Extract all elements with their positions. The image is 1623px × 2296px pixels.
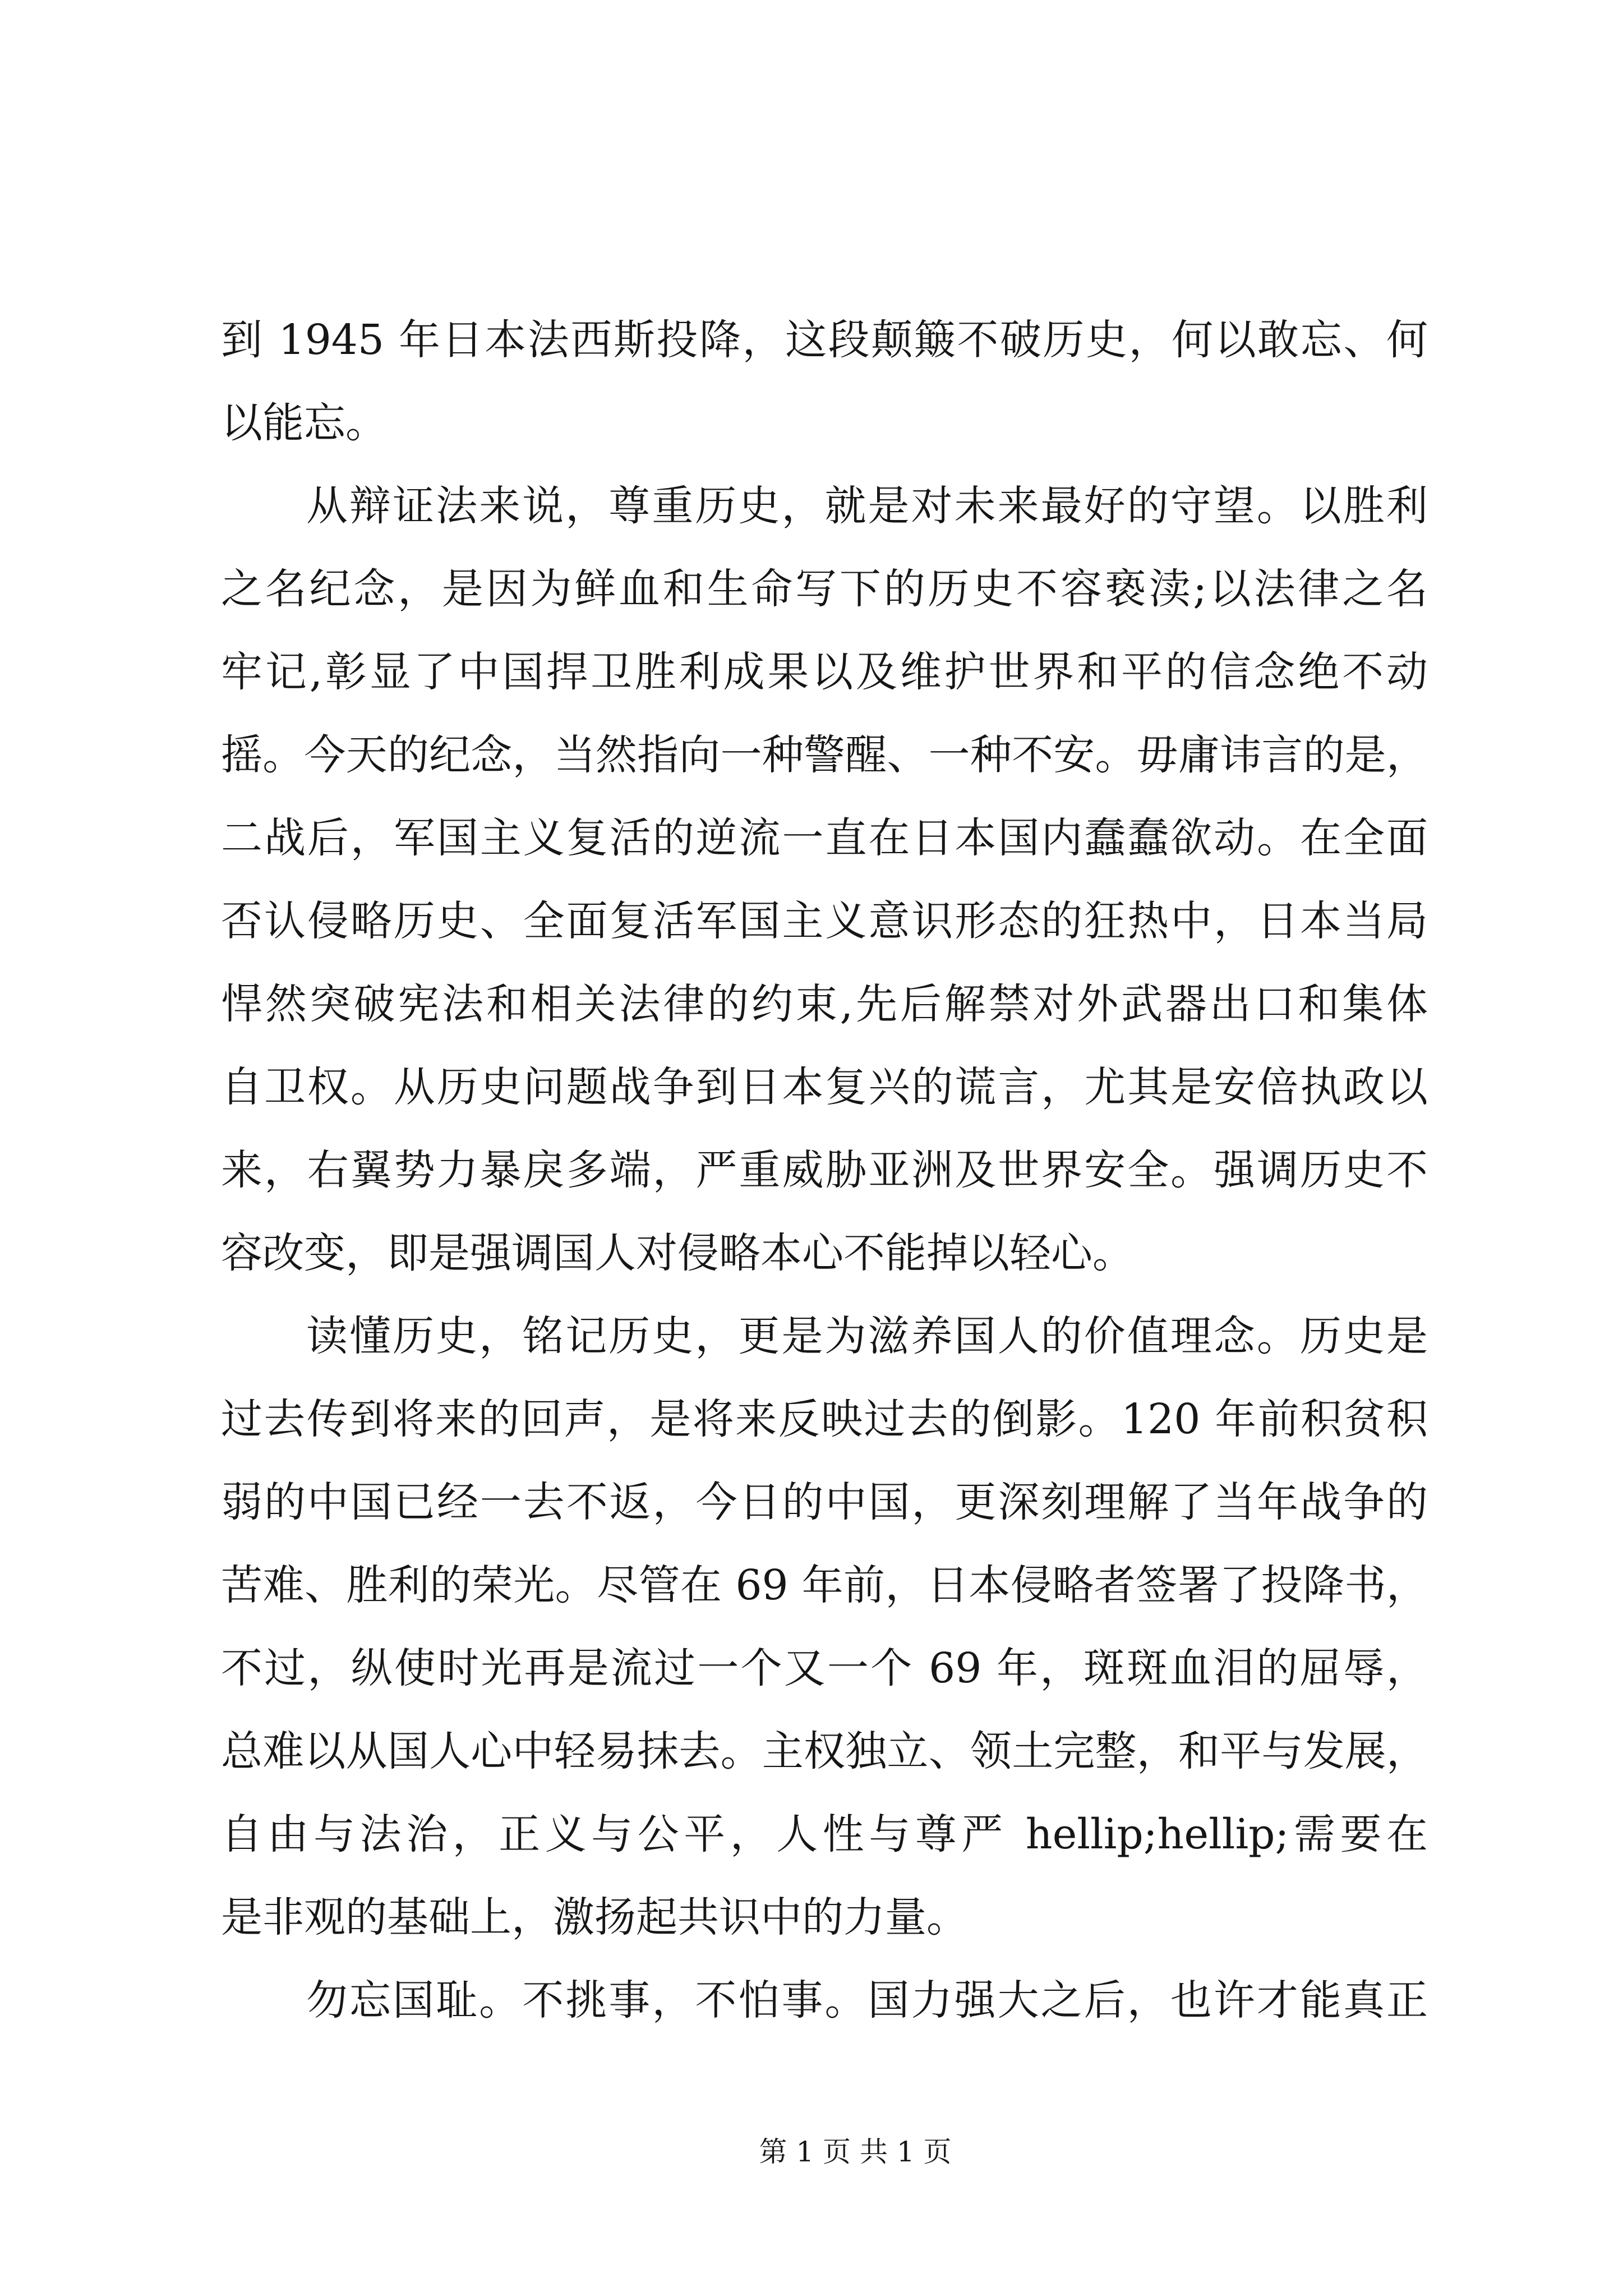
text-line: 到 1945 年日本法西斯投降，这段颠簸不破历史，何以敢忘、何	[221, 316, 1428, 364]
text-line: 是非观的基础上，激扬起共识中的力量。	[221, 1893, 968, 1941]
text-line: 勿忘国耻。不挑事，不怕事。国力强大之后，也许才能真正	[306, 1976, 1428, 2024]
paragraph	[221, 298, 1428, 464]
text-line: 牢记,彰显了中国捍卫胜利成果以及维护世界和平的信念绝不动	[221, 648, 1428, 696]
page-footer: 第 1 页 共 1 页	[759, 2136, 952, 2168]
text-line: 二战后，军国主义复活的逆流一直在日本国内蠢蠢欲动。在全面	[221, 814, 1428, 862]
text-line: 悍然突破宪法和相关法律的约束,先后解禁对外武器出口和集体	[221, 980, 1428, 1028]
text-line: 摇。今天的纪念，当然指向一种警醒、一种不安。毋庸讳言的是，	[221, 731, 1428, 779]
text-line: 苦难、胜利的荣光。尽管在 69 年前，日本侵略者签署了投降书，	[221, 1561, 1428, 1609]
text-line: 以能忘。	[221, 399, 387, 447]
text-line: 读懂历史，铭记历史，更是为滋养国人的价值理念。历史是	[306, 1312, 1428, 1360]
text-line: 容改变，即是强调国人对侵略本心不能掉以轻心。	[221, 1229, 1134, 1277]
paragraph	[221, 1295, 1428, 1959]
text-line: 不过，纵使时光再是流过一个又一个 69 年，斑斑血泪的屈辱，	[221, 1644, 1428, 1692]
text-line: 过去传到将来的回声，是将来反映过去的倒影。120 年前积贫积	[221, 1395, 1428, 1443]
text-line: 来，右翼势力暴戾多端，严重威胁亚洲及世界安全。强调历史不	[221, 1146, 1428, 1194]
text-line: 否认侵略历史、全面复活军国主义意识形态的狂热中，日本当局	[221, 897, 1428, 945]
document-body	[221, 298, 1428, 2042]
text-line: 自由与法治，正义与公平，人性与尊严 hellip;hellip;需要在	[221, 1810, 1428, 1858]
paragraph	[221, 464, 1428, 1295]
text-line: 弱的中国已经一去不返，今日的中国，更深刻理解了当年战争的	[221, 1478, 1428, 1526]
text-line: 自卫权。从历史问题战争到日本复兴的谎言，尤其是安倍执政以	[221, 1063, 1428, 1111]
text-line: 之名纪念，是因为鲜血和生命写下的历史不容亵渎;以法律之名	[221, 565, 1428, 613]
text-line: 总难以从国人心中轻易抹去。主权独立、领土完整，和平与发展，	[221, 1727, 1428, 1775]
text-line: 从辩证法来说，尊重历史，就是对未来最好的守望。以胜利	[306, 482, 1428, 530]
paragraph	[221, 1959, 1428, 2042]
